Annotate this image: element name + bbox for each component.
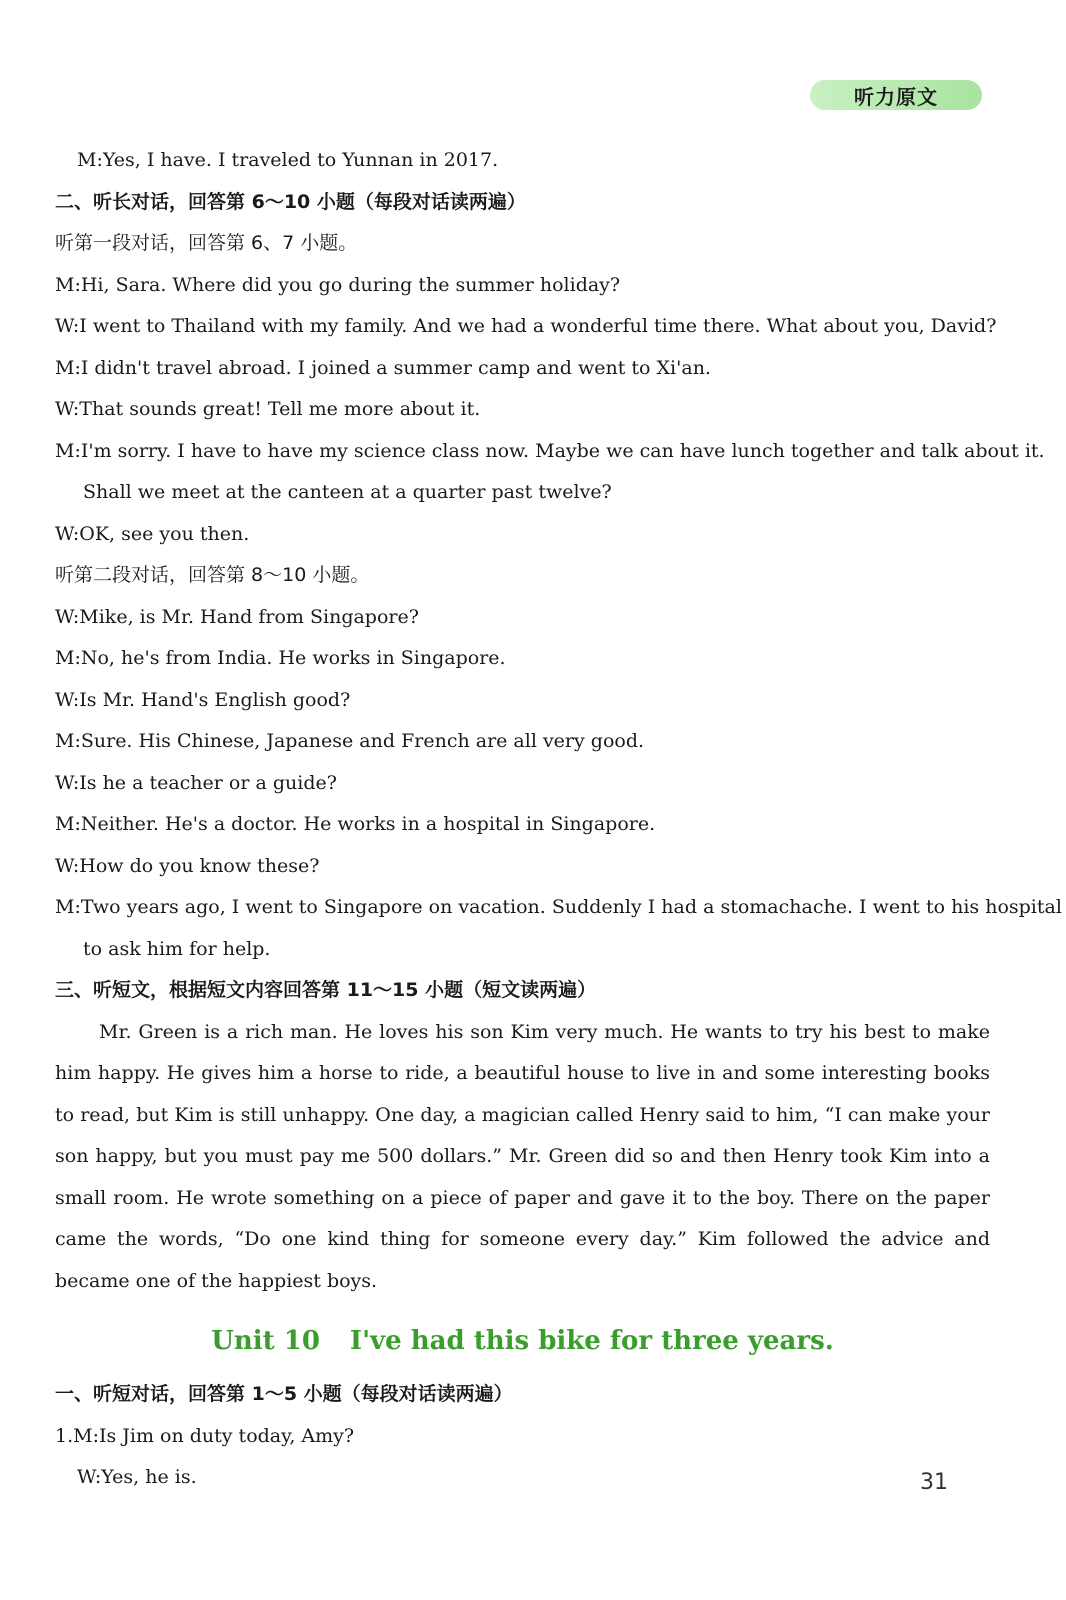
page-number: 31 bbox=[920, 1470, 948, 1495]
transcript-line: W:Is he a teacher or a guide? bbox=[55, 771, 337, 794]
transcript-line: 1.M:Is Jim on duty today, Amy? bbox=[55, 1424, 355, 1447]
unit-heading bbox=[55, 1326, 990, 1356]
transcript-line: W:Yes, he is. bbox=[77, 1466, 197, 1488]
section-heading: 一、听短对话，回答第 1～5 小题（每段对话读两遍） bbox=[55, 1383, 513, 1405]
transcript-line: W:How do you know these? bbox=[55, 854, 320, 877]
transcript-line: M:I didn't travel abroad. I joined a summer camp and went to Xi'an. bbox=[55, 356, 711, 379]
section-heading: 三、听短文，根据短文内容回答第 11～15 小题（短文读两遍） bbox=[55, 979, 597, 1001]
transcript-line: M:Sure. His Chinese, Japanese and French are all very good. bbox=[55, 730, 645, 752]
page-content bbox=[55, 140, 1062, 1499]
transcript-line: W:That sounds great! Tell me more about it. bbox=[55, 398, 481, 420]
transcript-block-b bbox=[55, 1374, 990, 1499]
transcript-line: M:Neither. He's a doctor. He works in a hospital in Singapore. bbox=[55, 813, 656, 835]
transcript-block-a bbox=[55, 140, 1062, 1012]
section-heading: 二、听长对话，回答第 6～10 小题（每段对话读两遍） bbox=[55, 190, 526, 213]
section-tag: 听力原文 bbox=[810, 80, 982, 110]
unit-title-text: I've had this bike for three years. bbox=[349, 1326, 834, 1356]
transcript-line: W:I went to Thailand with my family. And we had a wonderful time there. What about you, David? bbox=[55, 315, 997, 337]
transcript-line: to ask him for help. bbox=[83, 937, 271, 960]
transcript-line: M:Yes, I have. I traveled to Yunnan in 2017. bbox=[77, 149, 499, 171]
transcript-line: M:I'm sorry. I have to have my science class now. Maybe we can have lunch together and talk about it. bbox=[55, 439, 1045, 462]
transcript-line: 听第二段对话，回答第 8～10 小题。 bbox=[55, 564, 370, 586]
transcript-line: M:Two years ago, I went to Singapore on vacation. Suddenly I had a stomachache. I went to his hospital bbox=[55, 896, 1062, 918]
transcript-line: M:No, he's from India. He works in Singapore. bbox=[55, 647, 506, 669]
passage-paragraph: Mr. Green is a rich man. He loves his son Kim very much. He wants to try his best to make him happy. He gives him a horse to ride, a beautiful house to live in and some interesting books to read, but Kim is still unhappy. One day, a magician called Henry said to him, “I can make your son happy, but you must pay me 500 dollars.” Mr. Green did so and then Henry took Kim into a small room. He wrote something on a piece of paper and gave it to the boy. There on the paper came the words, “Do one kind thing for someone every day.” Kim followed the advice and became one of the happiest boys. bbox=[55, 1020, 990, 1292]
transcript-line: W:Mike, is Mr. Hand from Singapore? bbox=[55, 605, 419, 628]
transcript-line: 听第一段对话，回答第 6、7 小题。 bbox=[55, 232, 358, 254]
unit-number: Unit 10 bbox=[211, 1326, 320, 1356]
transcript-line: W:Is Mr. Hand's English good? bbox=[55, 688, 351, 711]
transcript-line: W:OK, see you then. bbox=[55, 522, 250, 545]
transcript-line: Shall we meet at the canteen at a quarter past twelve? bbox=[83, 481, 612, 503]
transcript-line: M:Hi, Sara. Where did you go during the summer holiday? bbox=[55, 273, 621, 296]
